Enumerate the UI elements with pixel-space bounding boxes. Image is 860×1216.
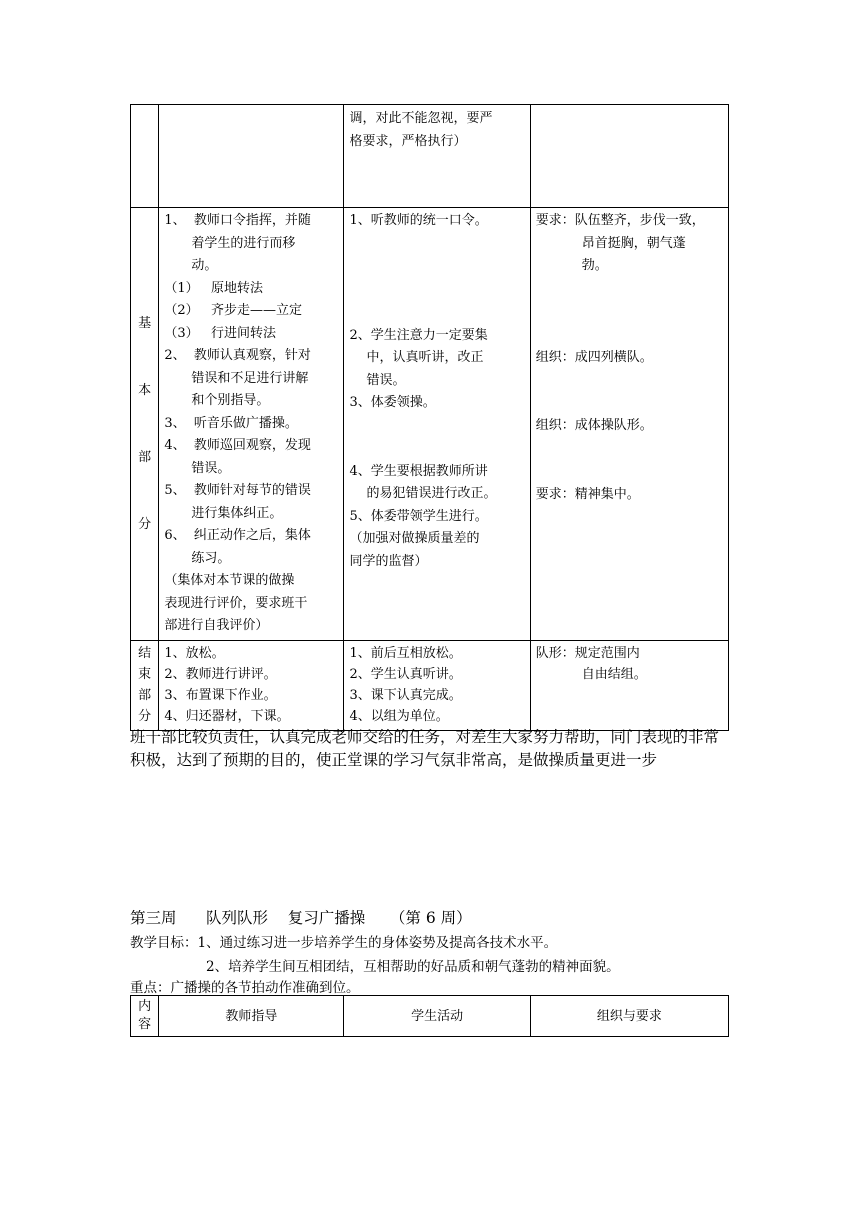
teaching-goal-1: 教学目标：1、通过练习进一步培养学生的身体姿势及提高各技术水平。 (130, 935, 558, 951)
teacher-line: （1） 原地转法 (164, 280, 263, 296)
header-student-activity: 学生活动 (344, 996, 530, 1037)
org-cell (530, 640, 728, 730)
student-line: 同学的监督） (349, 553, 428, 569)
table-row-basic (131, 208, 729, 641)
org-line: 队形：规定范围内 (535, 645, 640, 661)
student-cell (344, 105, 530, 208)
lesson-focus: 重点：广播操的各节拍动作准确到位。 (130, 980, 360, 996)
student-line: 调，对此不能忽视，要严 (349, 111, 493, 126)
teacher-line: 着学生的进行而移 (191, 235, 296, 251)
section-label-end (131, 640, 159, 730)
teacher-line: 练习。 (191, 550, 231, 566)
label-char: 分 (138, 516, 152, 532)
org-line: 组织：成四列横队。 (535, 349, 653, 365)
student-line: 4、学生要根据教师所讲 (349, 463, 488, 479)
student-cell (344, 208, 530, 641)
teacher-line: 表现进行评价，要求班干 (164, 595, 308, 611)
teacher-cell (159, 105, 344, 208)
student-cell (344, 640, 530, 730)
lesson-plan-table (130, 104, 729, 731)
student-line: 5、体委带领学生进行。 (349, 508, 488, 524)
label-char: 基 (138, 315, 152, 331)
org-line: 组织：成体操队形。 (535, 418, 653, 433)
label-char: 部 (138, 449, 152, 465)
teacher-line: （2） 齐步走——立定 (164, 303, 302, 318)
org-line: 昂首挺胸，朝气蓬 (581, 235, 686, 251)
label-char: 束 (138, 666, 152, 682)
org-line: 要求：队伍整齐，步伐一致， (535, 213, 705, 228)
header-org-requirements: 组织与要求 (530, 996, 728, 1037)
teaching-goal-2: 2、培养学生间互相团结，互相帮助的好品质和朝气蓬勃的精神面貌。 (206, 959, 620, 975)
teacher-line: 1、 教师口令指挥，并随 (164, 213, 311, 228)
student-line: 的易犯错误进行改正。 (366, 486, 497, 501)
teacher-line: 1、放松。 (164, 645, 225, 661)
org-cell (530, 105, 728, 208)
teacher-line: 和个别指导。 (191, 393, 270, 408)
teacher-line: （集体对本节课的做操 (164, 573, 295, 588)
table-row-continued (131, 105, 729, 208)
org-line: 勃。 (581, 258, 608, 273)
week-heading: 第三周 队列队形 复习广播操 （第 6 周） (130, 909, 472, 927)
table-row-end (131, 640, 729, 730)
teacher-cell (159, 208, 344, 641)
student-line: 3、课下认真完成。 (349, 687, 462, 703)
student-line: 2、学生注意力一定要集 (349, 327, 488, 343)
header-teacher-guidance: 教师指导 (159, 996, 344, 1037)
student-line: 2、学生认真听讲。 (349, 666, 462, 682)
teacher-line: 进行集体纠正。 (191, 505, 283, 521)
student-line: 1、听教师的统一口令。 (349, 213, 488, 228)
teacher-line: 4、归还器材，下课。 (164, 708, 290, 724)
teacher-line: （3） 行进间转法 (164, 325, 276, 341)
teacher-line: 动。 (191, 258, 218, 273)
org-cell (530, 208, 728, 641)
label-char: 分 (138, 708, 152, 724)
label-char: 部 (138, 687, 152, 703)
student-line: 中，认真听讲，改正 (366, 350, 484, 365)
teacher-cell (159, 640, 344, 730)
org-line: 自由结组。 (581, 666, 647, 682)
teacher-line: 2、教师进行讲评。 (164, 666, 277, 682)
label-cell (131, 105, 159, 208)
student-line: 4、以组为单位。 (349, 708, 449, 724)
student-line: 1、前后互相放松。 (349, 645, 462, 661)
student-line: 3、体委领操。 (349, 395, 436, 410)
lesson-plan-header-table (130, 995, 729, 1037)
teacher-line: 2、 教师认真观察，针对 (164, 348, 311, 363)
teacher-line: 6、 纠正动作之后，集体 (164, 528, 311, 543)
teacher-line: 错误。 (191, 460, 231, 476)
teacher-line: 3、 听音乐做广播操。 (164, 415, 298, 431)
student-line: 错误。 (366, 372, 406, 388)
section-label-basic (131, 208, 159, 641)
teacher-line: 4、 教师巡回观察，发现 (164, 438, 311, 453)
teacher-line: 错误和不足进行讲解 (191, 370, 309, 386)
table-header-row (131, 996, 729, 1037)
teacher-line: 5、 教师针对每节的错误 (164, 483, 311, 498)
org-line: 要求：精神集中。 (535, 486, 640, 502)
reflection-paragraph: 班干部比较负责任，认真完成老师交给的任务，对差生大家努力帮助，同门表现的非常积极，达到了预期的目的，使正堂课的学习气氛非常高，是做操质量更进一步 (130, 728, 720, 769)
label-char: 本 (138, 382, 152, 398)
student-line: 格要求，严格执行） (349, 134, 467, 149)
student-line: （加强对做操质量差的 (349, 531, 480, 546)
header-content: 内容 (131, 996, 159, 1037)
teacher-line: 部进行自我评价） (164, 618, 269, 633)
teacher-line: 3、布置课下作业。 (164, 687, 277, 703)
label-char: 结 (138, 645, 152, 661)
